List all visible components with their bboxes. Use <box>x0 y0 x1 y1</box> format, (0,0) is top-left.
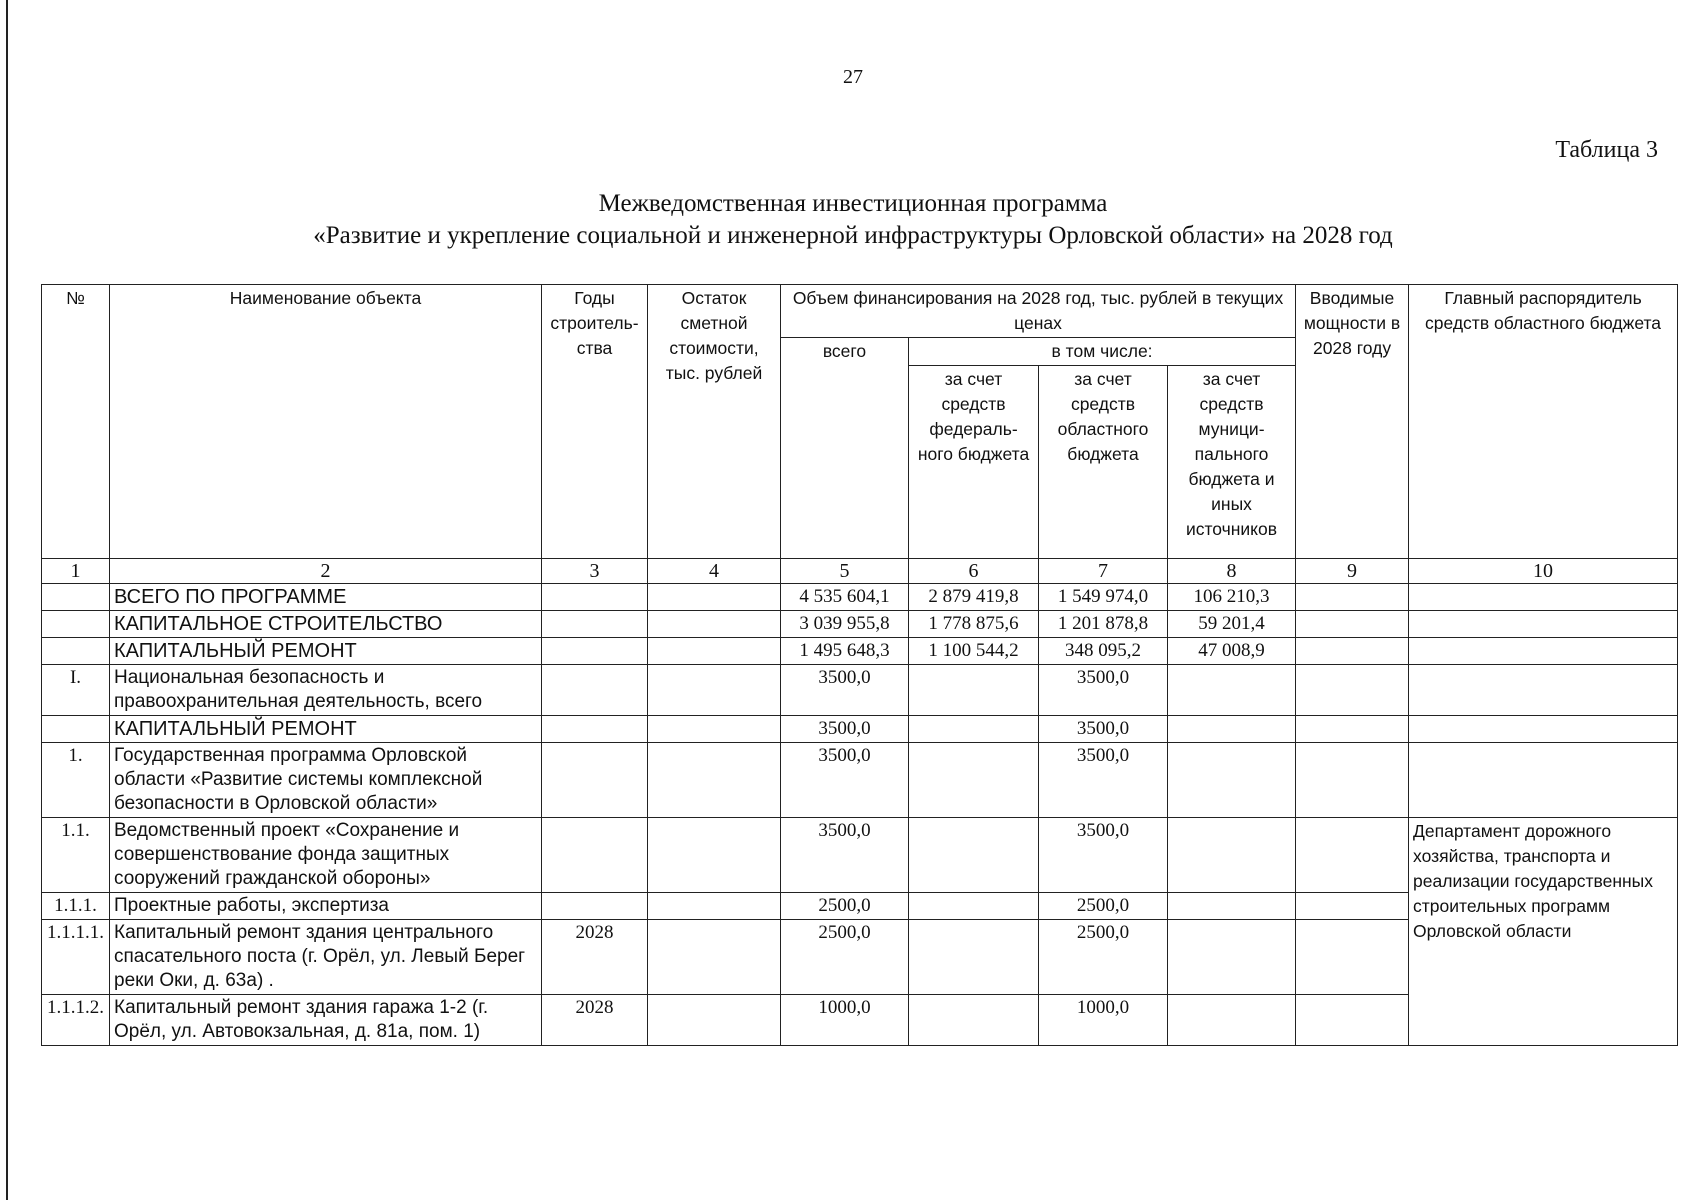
table-row <box>42 584 1678 611</box>
header-row-1 <box>42 285 1678 338</box>
row-capacity <box>1296 743 1409 818</box>
header-years: Годы строитель-ства <box>542 285 648 559</box>
table-row <box>42 638 1678 665</box>
colnum-10: 10 <box>1409 559 1678 584</box>
row-name: КАПИТАЛЬНЫЙ РЕМОНТ <box>110 716 542 743</box>
row-capacity <box>1296 611 1409 638</box>
header-including: в том числе: <box>909 338 1296 366</box>
title-line-1: Межведомственная инвестиционная программа <box>598 190 1108 217</box>
row-municipal <box>1168 818 1296 893</box>
header-num: № <box>42 285 110 559</box>
header-municipal: за счет средств муници-пального бюджета и иных источников <box>1168 366 1296 559</box>
row-years <box>542 818 648 893</box>
row-remainder <box>648 743 781 818</box>
row-municipal: 59 201,4 <box>1168 611 1296 638</box>
colnum-1: 1 <box>42 559 110 584</box>
title-line-2: «Развитие и укрепление социальной и инженерной инфраструктуры Орловской области» на 2028 год <box>313 222 1393 249</box>
row-total: 3 039 955,8 <box>781 611 909 638</box>
row-regional: 3500,0 <box>1039 743 1168 818</box>
row-remainder <box>648 665 781 716</box>
row-federal <box>909 743 1039 818</box>
row-num: 1.1.1.1. <box>42 920 110 995</box>
row-name: Проектные работы, экспертиза <box>110 893 542 920</box>
row-regional: 1 549 974,0 <box>1039 584 1168 611</box>
page-number: 27 <box>843 66 863 88</box>
row-municipal <box>1168 995 1296 1046</box>
row-years <box>542 665 648 716</box>
colnum-7: 7 <box>1039 559 1168 584</box>
row-regional: 1 201 878,8 <box>1039 611 1168 638</box>
row-regional: 3500,0 <box>1039 716 1168 743</box>
row-federal: 1 778 875,6 <box>909 611 1039 638</box>
row-capacity <box>1296 818 1409 893</box>
row-total: 1000,0 <box>781 995 909 1046</box>
row-years <box>542 743 648 818</box>
colnum-4: 4 <box>648 559 781 584</box>
row-total: 3500,0 <box>781 716 909 743</box>
row-regional: 3500,0 <box>1039 665 1168 716</box>
row-municipal <box>1168 920 1296 995</box>
row-total: 2500,0 <box>781 920 909 995</box>
row-federal <box>909 818 1039 893</box>
row-manager <box>1409 611 1678 638</box>
row-manager <box>1409 584 1678 611</box>
row-num <box>42 638 110 665</box>
row-federal: 1 100 544,2 <box>909 638 1039 665</box>
row-name: Капитальный ремонт здания гаража 1-2 (г. Орёл, ул. Автовокзальная, д. 81а, пом. 1) <box>110 995 542 1046</box>
row-federal <box>909 995 1039 1046</box>
row-capacity <box>1296 716 1409 743</box>
header-total: всего <box>781 338 909 559</box>
colnum-2: 2 <box>110 559 542 584</box>
row-name: Национальная безопасность и правоохранительная деятельность, всего <box>110 665 542 716</box>
row-num: 1.1.1. <box>42 893 110 920</box>
header-remainder: Остаток сметной стоимости, тыс. рублей <box>648 285 781 559</box>
row-name: Капитальный ремонт здания центрального спасательного поста (г. Орёл, ул. Левый Берег реки Оки, д. 63а) . <box>110 920 542 995</box>
header-manager: Главный распорядитель средств областного бюджета <box>1409 285 1678 559</box>
row-num: 1. <box>42 743 110 818</box>
row-capacity <box>1296 638 1409 665</box>
row-regional: 1000,0 <box>1039 995 1168 1046</box>
table-row <box>42 665 1678 716</box>
row-federal: 2 879 419,8 <box>909 584 1039 611</box>
row-num <box>42 716 110 743</box>
header-capacity: Вводимые мощности в 2028 году <box>1296 285 1409 559</box>
column-numbers-row <box>42 559 1678 584</box>
row-years <box>542 638 648 665</box>
investment-program-table <box>41 284 1678 1046</box>
manager-department: Департамент дорожного хозяйства, транспорта и реализации государственных строительных программ Орловской области <box>1409 818 1678 1046</box>
row-regional: 348 095,2 <box>1039 638 1168 665</box>
colnum-9: 9 <box>1296 559 1409 584</box>
row-name: КАПИТАЛЬНОЕ СТРОИТЕЛЬСТВО <box>110 611 542 638</box>
header-funding: Объем финансирования на 2028 год, тыс. рублей в текущих ценах <box>781 285 1296 338</box>
header-name: Наименование объекта <box>110 285 542 559</box>
row-remainder <box>648 638 781 665</box>
row-years <box>542 584 648 611</box>
row-capacity <box>1296 665 1409 716</box>
row-remainder <box>648 818 781 893</box>
header-federal: за счет средств федераль-ного бюджета <box>909 366 1039 559</box>
row-capacity <box>1296 893 1409 920</box>
row-num: 1.1.1.2. <box>42 995 110 1046</box>
row-name: КАПИТАЛЬНЫЙ РЕМОНТ <box>110 638 542 665</box>
row-total: 3500,0 <box>781 818 909 893</box>
row-regional: 3500,0 <box>1039 818 1168 893</box>
row-municipal: 47 008,9 <box>1168 638 1296 665</box>
row-capacity <box>1296 584 1409 611</box>
colnum-5: 5 <box>781 559 909 584</box>
row-remainder <box>648 716 781 743</box>
row-num <box>42 584 110 611</box>
row-years <box>542 611 648 638</box>
document-title <box>0 188 1706 252</box>
colnum-8: 8 <box>1168 559 1296 584</box>
row-federal <box>909 665 1039 716</box>
page-left-border <box>6 0 8 1200</box>
row-remainder <box>648 611 781 638</box>
row-federal <box>909 920 1039 995</box>
row-municipal: 106 210,3 <box>1168 584 1296 611</box>
row-capacity <box>1296 920 1409 995</box>
row-num: 1.1. <box>42 818 110 893</box>
row-name: Государственная программа Орловской области «Развитие системы комплексной безопасности в Орловской области» <box>110 743 542 818</box>
header-regional: за счет средств областного бюджета <box>1039 366 1168 559</box>
row-regional: 2500,0 <box>1039 893 1168 920</box>
row-remainder <box>648 584 781 611</box>
row-manager <box>1409 665 1678 716</box>
row-total: 1 495 648,3 <box>781 638 909 665</box>
row-total: 2500,0 <box>781 893 909 920</box>
row-federal <box>909 716 1039 743</box>
row-years: 2028 <box>542 995 648 1046</box>
row-num <box>42 611 110 638</box>
table-row <box>42 716 1678 743</box>
row-total: 4 535 604,1 <box>781 584 909 611</box>
row-total: 3500,0 <box>781 743 909 818</box>
colnum-3: 3 <box>542 559 648 584</box>
row-regional: 2500,0 <box>1039 920 1168 995</box>
row-remainder <box>648 995 781 1046</box>
row-num: I. <box>42 665 110 716</box>
row-remainder <box>648 893 781 920</box>
table-row <box>42 743 1678 818</box>
row-municipal <box>1168 893 1296 920</box>
row-years: 2028 <box>542 920 648 995</box>
row-total: 3500,0 <box>781 665 909 716</box>
row-municipal <box>1168 743 1296 818</box>
colnum-6: 6 <box>909 559 1039 584</box>
row-municipal <box>1168 665 1296 716</box>
row-municipal <box>1168 716 1296 743</box>
table-label: Таблица 3 <box>1555 137 1658 163</box>
row-manager <box>1409 638 1678 665</box>
table-row <box>42 611 1678 638</box>
row-federal <box>909 893 1039 920</box>
row-remainder <box>648 920 781 995</box>
row-capacity <box>1296 995 1409 1046</box>
table-row <box>42 818 1678 893</box>
row-years <box>542 893 648 920</box>
row-years <box>542 716 648 743</box>
row-name: Ведомственный проект «Сохранение и совершенствование фонда защитных сооружений гражданской обороны» <box>110 818 542 893</box>
row-manager <box>1409 743 1678 818</box>
row-manager <box>1409 716 1678 743</box>
row-name: ВСЕГО ПО ПРОГРАММЕ <box>110 584 542 611</box>
